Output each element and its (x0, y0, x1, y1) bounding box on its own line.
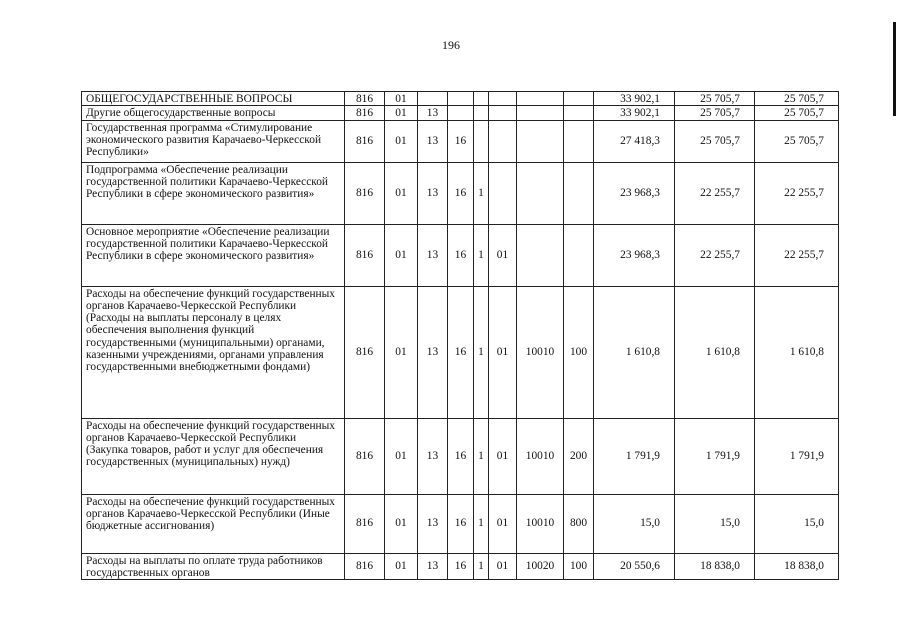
expense-type-code: 800 (564, 494, 594, 553)
department-code: 816 (345, 106, 385, 120)
budget-item-name: Расходы на обеспечение функций государственных органов Карачаево-Черкесской Республики (Закупка товаров, работ и услуг для обеспечения государственных (муниципальных) нужд) (82, 418, 345, 494)
expense-direction-code (517, 92, 564, 106)
amount-year-2: 25 705,7 (675, 106, 755, 120)
budget-item-name: ОБЩЕГОСУДАРСТВЕННЫЕ ВОПРОСЫ (82, 92, 345, 106)
department-code: 816 (345, 286, 385, 418)
amount-year-3: 1 791,9 (755, 418, 839, 494)
department-code: 816 (345, 162, 385, 224)
program-code: 16 (448, 494, 474, 553)
section-code: 01 (385, 286, 418, 418)
subprogram-code: 1 (474, 418, 489, 494)
activity-code (489, 162, 517, 224)
section-code: 01 (385, 553, 418, 580)
department-code: 816 (345, 553, 385, 580)
activity-code: 01 (489, 224, 517, 286)
subsection-code: 13 (418, 286, 448, 418)
subprogram-code: 1 (474, 553, 489, 580)
budget-item-name: Основное мероприятие «Обеспечение реализации государственной политики Карачаево-Черкесской Республики в сфере экономического развития» (82, 224, 345, 286)
activity-code (489, 120, 517, 162)
program-code: 16 (448, 162, 474, 224)
amount-year-1: 23 968,3 (594, 224, 675, 286)
section-code: 01 (385, 418, 418, 494)
activity-code: 01 (489, 553, 517, 580)
section-code: 01 (385, 494, 418, 553)
expense-type-code: 200 (564, 418, 594, 494)
budget-item-name: Государственная программа «Стимулирование экономического развития Карачаево-Черкесской Республики» (82, 120, 345, 162)
section-code: 01 (385, 162, 418, 224)
table-row (82, 162, 839, 224)
subprogram-code (474, 120, 489, 162)
table-row (82, 106, 839, 120)
amount-year-2: 1 610,8 (675, 286, 755, 418)
amount-year-1: 33 902,1 (594, 92, 675, 106)
expense-type-code (564, 162, 594, 224)
expense-direction-code: 10010 (517, 286, 564, 418)
department-code: 816 (345, 92, 385, 106)
program-code: 16 (448, 120, 474, 162)
table-row (82, 120, 839, 162)
program-code: 16 (448, 224, 474, 286)
budget-item-name: Расходы на обеспечение функций государственных органов Карачаево-Черкесской Республики (Иные бюджетные ассигнования) (82, 494, 345, 553)
amount-year-3: 22 255,7 (755, 162, 839, 224)
amount-year-2: 22 255,7 (675, 224, 755, 286)
amount-year-3: 1 610,8 (755, 286, 839, 418)
subprogram-code (474, 92, 489, 106)
amount-year-1: 15,0 (594, 494, 675, 553)
subprogram-code (474, 106, 489, 120)
amount-year-3: 22 255,7 (755, 224, 839, 286)
budget-table (81, 91, 839, 580)
subprogram-code: 1 (474, 224, 489, 286)
department-code: 816 (345, 120, 385, 162)
section-code: 01 (385, 106, 418, 120)
subprogram-code: 1 (474, 494, 489, 553)
amount-year-2: 22 255,7 (675, 162, 755, 224)
department-code: 816 (345, 494, 385, 553)
expense-type-code (564, 106, 594, 120)
subsection-code: 13 (418, 106, 448, 120)
expense-type-code (564, 92, 594, 106)
amount-year-3: 18 838,0 (755, 553, 839, 580)
expense-type-code (564, 120, 594, 162)
amount-year-2: 15,0 (675, 494, 755, 553)
section-code: 01 (385, 120, 418, 162)
subsection-code: 13 (418, 418, 448, 494)
subsection-code: 13 (418, 120, 448, 162)
subprogram-code: 1 (474, 286, 489, 418)
budget-item-name: Подпрограмма «Обеспечение реализации государственной политики Карачаево-Черкесской Республики в сфере экономического развития» (82, 162, 345, 224)
amount-year-1: 33 902,1 (594, 106, 675, 120)
table-row (82, 553, 839, 580)
budget-item-name: Расходы на выплаты по оплате труда работников государственных органов (82, 553, 345, 580)
subsection-code: 13 (418, 553, 448, 580)
table-row (82, 286, 839, 418)
activity-code (489, 92, 517, 106)
expense-direction-code (517, 120, 564, 162)
table-row (82, 494, 839, 553)
expense-direction-code: 10010 (517, 418, 564, 494)
subsection-code (418, 92, 448, 106)
expense-direction-code (517, 224, 564, 286)
budget-item-name: Другие общегосударственные вопросы (82, 106, 345, 120)
expense-type-code (564, 224, 594, 286)
expense-direction-code: 10010 (517, 494, 564, 553)
amount-year-3: 25 705,7 (755, 92, 839, 106)
program-code (448, 106, 474, 120)
amount-year-1: 27 418,3 (594, 120, 675, 162)
amount-year-1: 20 550,6 (594, 553, 675, 580)
scan-edge-mark (893, 22, 896, 116)
table-row (82, 92, 839, 106)
department-code: 816 (345, 224, 385, 286)
expense-direction-code (517, 162, 564, 224)
section-code: 01 (385, 224, 418, 286)
amount-year-3: 25 705,7 (755, 106, 839, 120)
table-row (82, 418, 839, 494)
subprogram-code: 1 (474, 162, 489, 224)
section-code: 01 (385, 92, 418, 106)
table-row (82, 224, 839, 286)
amount-year-1: 1 610,8 (594, 286, 675, 418)
program-code (448, 92, 474, 106)
subsection-code: 13 (418, 224, 448, 286)
expense-type-code: 100 (564, 286, 594, 418)
amount-year-3: 15,0 (755, 494, 839, 553)
program-code: 16 (448, 418, 474, 494)
page-number: 196 (442, 38, 460, 52)
subsection-code: 13 (418, 494, 448, 553)
activity-code: 01 (489, 494, 517, 553)
amount-year-3: 25 705,7 (755, 120, 839, 162)
amount-year-2: 18 838,0 (675, 553, 755, 580)
amount-year-2: 25 705,7 (675, 120, 755, 162)
expense-direction-code (517, 106, 564, 120)
budget-item-name: Расходы на обеспечение функций государственных органов Карачаево-Черкесской Республики (Расходы на выплаты персоналу в целях обеспечения выполнения функций государственными (муниципальными) органами, казенными учреждениями, органами управления государственными внебюджетными фондами) (82, 286, 345, 418)
activity-code (489, 106, 517, 120)
amount-year-2: 1 791,9 (675, 418, 755, 494)
amount-year-1: 1 791,9 (594, 418, 675, 494)
activity-code: 01 (489, 418, 517, 494)
amount-year-1: 23 968,3 (594, 162, 675, 224)
department-code: 816 (345, 418, 385, 494)
expense-type-code: 100 (564, 553, 594, 580)
program-code: 16 (448, 286, 474, 418)
program-code: 16 (448, 553, 474, 580)
amount-year-2: 25 705,7 (675, 92, 755, 106)
expense-direction-code: 10020 (517, 553, 564, 580)
subsection-code: 13 (418, 162, 448, 224)
activity-code: 01 (489, 286, 517, 418)
table-body (82, 92, 839, 580)
